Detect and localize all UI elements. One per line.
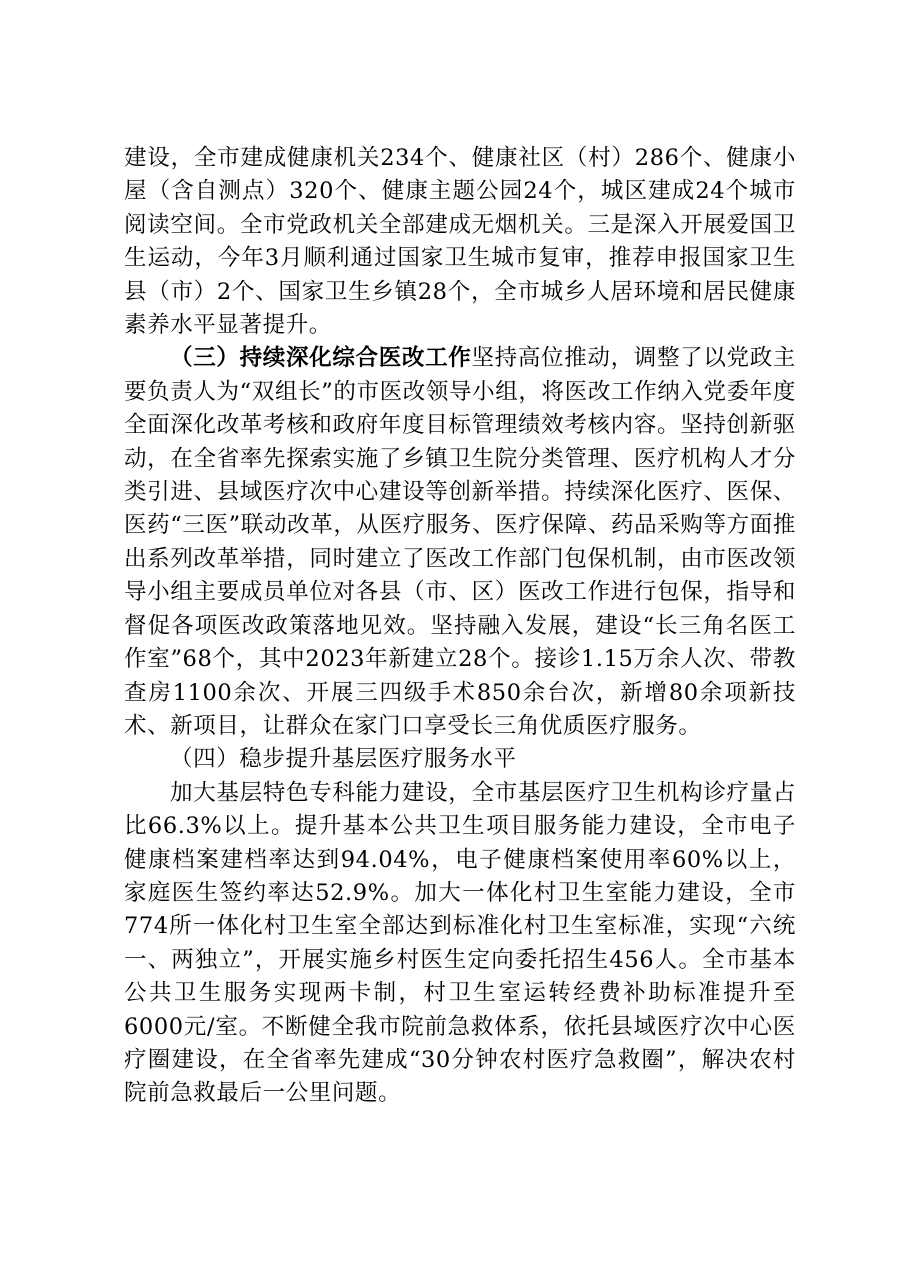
paragraph-section-3 [124,342,796,743]
section-4-heading: （四）稳步提升基层医疗服务水平 [170,746,517,773]
section-3-body: 坚持高位推动，调整了以党政主要负责人为“双组长”的市医改领导小组，将医改工作纳入党委年度全面深化改革考核和政府年度目标管理绩效考核内容。坚持创新驱动，在全省率先探索实施了乡镇卫生院分类管理、医疗机构人才分类引进、县域医疗次中心建设等创新举措。持续深化医疗、医保、医药“三医”联动改革，从医疗服务、医疗保障、药品采购等方面推出系列改革举措，同时建立了医改工作部门包保机制，由市医改领导小组主要成员单位对各县（市、区）医改工作进行包保，指导和督促各项医改政策落地见效。坚持融入发展，建设“长三角名医工作室”68个，其中2023年新建立28个。接诊1.15万余人次、带教查房1100余次、开展三四级手术850余台次，新增80余项新技术、新项目，让群众在家门口享受长三角优质医疗服务。 [124,345,796,739]
section-4-body: 加大基层特色专科能力建设，全市基层医疗卫生机构诊疗量占比66.3%以上。提升基本公共卫生项目服务能力建设，全市电子健康档案建档率达到94.04%，电子健康档案使用率60%以上，家庭医生签约率达52.9%。加大一体化村卫生室能力建设，全市774所一体化村卫生室全部达到标准化村卫生室标准，实现“六统一、两独立”，开展实施乡村医生定向委托招生456人。全市基本公共卫生服务实现两卡制，村卫生室运转经费补助标准提升至6000元/室。不断健全我市院前急救体系，依托县域医疗次中心医疗圈建设，在全省率先建成“30分钟农村医疗急救圈”，解决农村院前急救最后一公里问题。 [124,779,796,1107]
document-page [124,142,796,1111]
paragraph-health-construction: 建设，全市建成健康机关234个、健康社区（村）286个、健康小屋（含自测点）320个、健康主题公园24个，城区建成24个城市阅读空间。全市党政机关全部建成无烟机关。三是深入开展爱国卫生运动，今年3月顺利通过国家卫生城市复审，推荐申报国家卫生县（市）2个、国家卫生乡镇28个，全市城乡人居环境和居民健康素养水平显著提升。 [124,145,796,339]
section-3-heading: （三）持续深化综合医改工作 [170,345,472,372]
